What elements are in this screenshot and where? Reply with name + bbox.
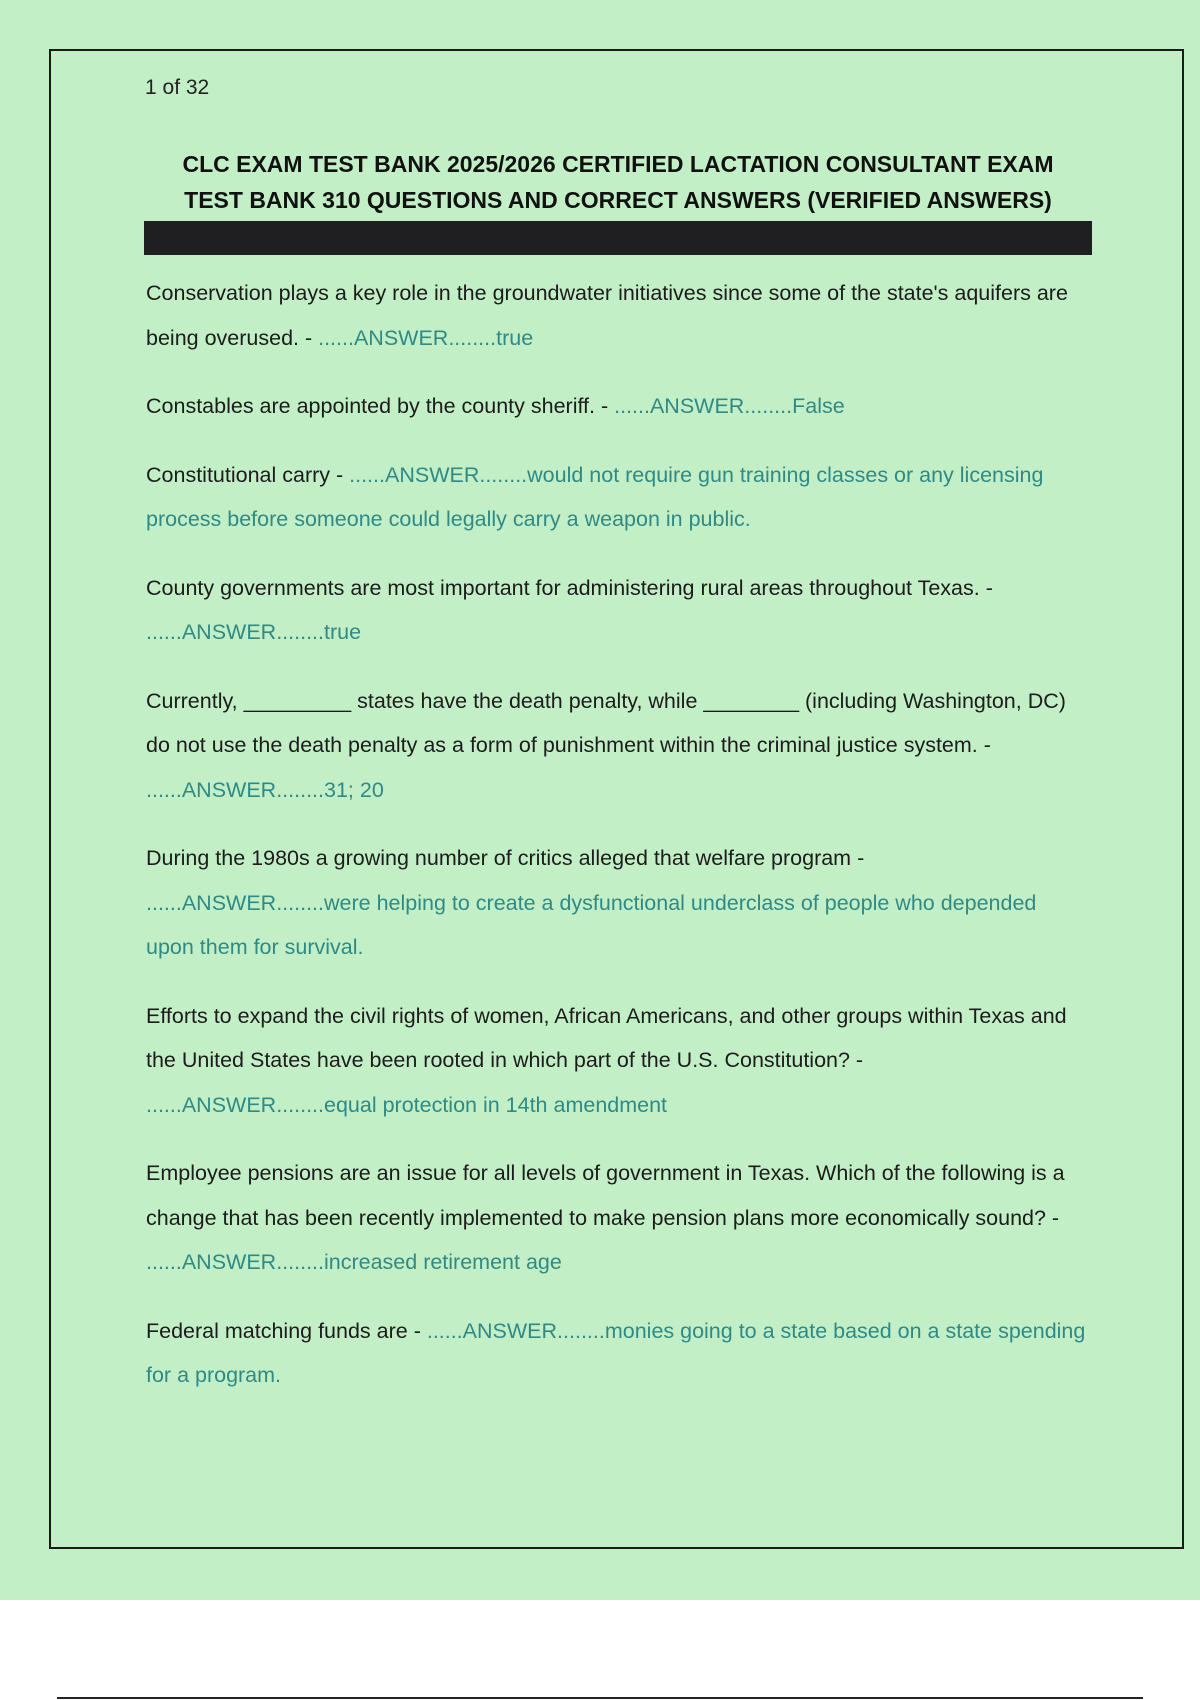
answer-text: ......ANSWER........were helping to create a dysfunctional underclass of people who depended upon them for survival. [146, 890, 1037, 959]
answer-text: ......ANSWER........equal protection in 14th amendment [146, 1092, 668, 1117]
question-text: Employee pensions are an issue for all levels of government in Texas. Which of the following is a change that has been recently implemented to make pension plans more economically sound? - [146, 1161, 1065, 1230]
question-text: County governments are most important for administering rural areas throughout Texas. - [146, 575, 993, 600]
qa-item [146, 1151, 1086, 1285]
answer-text: ......ANSWER........true [146, 620, 362, 644]
answer-text: ......ANSWER........would not require gun training classes or any licensing process before someone could legally carry a weapon in public. [146, 462, 1044, 531]
question-text: Conservation plays a key role in the groundwater initiatives since some of the state's aquifers are being overused. - [146, 281, 1068, 350]
qa-item [146, 566, 1086, 655]
qa-item [146, 271, 1086, 360]
qa-item [146, 453, 1086, 542]
answer-text: ......ANSWER........False [614, 394, 845, 418]
answer-text: ......ANSWER........monies going to a state based on a state spending for a program. [146, 1318, 1086, 1387]
qa-item [146, 679, 1086, 813]
qa-item [146, 1309, 1086, 1398]
title-divider-bar [144, 221, 1092, 255]
qa-item [146, 836, 1086, 970]
question-text: During the 1980s a growing number of critics alleged that welfare program - [146, 846, 865, 870]
qa-item [146, 384, 1086, 429]
answer-text: ......ANSWER........true [318, 325, 534, 350]
page-counter: 1 of 32 [145, 76, 210, 99]
question-text: Constitutional carry - [146, 462, 350, 487]
question-text: Federal matching funds are - [146, 1318, 427, 1343]
question-text: Efforts to expand the civil rights of women, African Americans, and other groups within Texas and the United States have been rooted in which part of the U.S. Constitution? - [146, 1003, 1067, 1072]
answer-text: ......ANSWER........31; 20 [146, 777, 384, 802]
question-text: Currently, _________ states have the death penalty, while ________ (including Washington, DC) do not use the death penalty as a form of punishment within the criminal justice system. - [146, 688, 1066, 757]
document-title [145, 146, 1091, 218]
qa-list [146, 271, 1086, 1422]
footer-rule [57, 1697, 1143, 1699]
answer-text: ......ANSWER........increased retirement age [146, 1250, 562, 1274]
question-text: Constables are appointed by the county sheriff. - [146, 394, 615, 418]
qa-item [146, 994, 1086, 1128]
title-line-1: CLC EXAM TEST BANK 2025/2026 CERTIFIED LACTATION CONSULTANT EXAM [182, 151, 1054, 177]
title-line-2: TEST BANK 310 QUESTIONS AND CORRECT ANSWERS (VERIFIED ANSWERS) [184, 187, 1052, 213]
